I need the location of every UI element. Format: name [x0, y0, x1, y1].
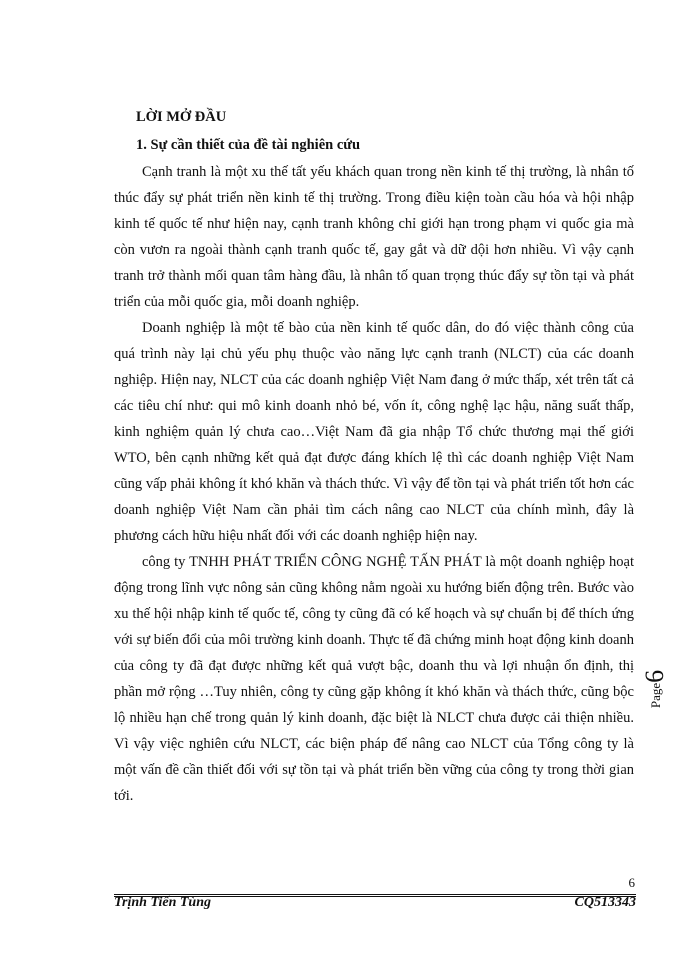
margin-page-label — [640, 660, 678, 720]
margin-page-word: Page — [648, 682, 664, 709]
footer-author: Trịnh Tiến Tùng — [114, 895, 211, 910]
footer-page-number: 6 — [628, 875, 635, 890]
paragraph: Cạnh tranh là một xu thế tất yếu khách quan trong nền kinh tế thị trường, là nhân tố thúc đẩy sự phát triển nền kinh tế thị trường. Trong điều kiện toàn cầu hóa và hội nhập kinh tế quốc tế như hiện nay, cạnh tranh không chỉ giới hạn trong phạm vi quốc gia mà còn vươn ra ngoài thành cạnh tranh quốc tế, gay gắt và dữ dội hơn nhiều. Vì vậy cạnh tranh trở thành mối quan tâm hàng đầu, là nhân tố quan trọng thúc đẩy sự tồn tại và phát triển của mỗi quốc gia, mỗi doanh nghiệp. — [114, 164, 634, 310]
footer-student-id: CQ513343 — [574, 895, 636, 910]
document-body — [114, 107, 634, 809]
document-heading: LỜI MỞ ĐẦU — [136, 109, 227, 125]
paragraph: công ty TNHH PHÁT TRIỂN CÔNG NGHỆ TẤN PHÁT là một doanh nghiệp hoạt động trong lĩnh vực nông sản cũng không nằm ngoài xu hướng biến động trên. Bước vào xu thế hội nhập kinh tế quốc tế, công ty cũng đã có kế hoạch và sự chuẩn bị để thích ứng với sự biến đổi của môi trường kinh doanh. Thực tế đã chứng minh hoạt động kinh doanh của công ty đã đạt được những kết quả vượt bậc, doanh thu và lợi nhuận ổn định, thị phần mở rộng …Tuy nhiên, công ty cũng gặp không ít khó khăn và thách thức, cũng bộc lộ nhiều hạn chế trong quản lý kinh doanh, đặc biệt là NLCT chưa được cải thiện nhiều. Vì vậy việc nghiên cứu NLCT, các biện pháp để nâng cao NLCT của Tổng công ty là một vấn đề cần thiết đối với sự tồn tại và phát triển bền vững của công ty trong thời gian tới. — [114, 554, 634, 804]
margin-page-number: 6 — [640, 669, 670, 683]
paragraph: Doanh nghiệp là một tế bào của nền kinh tế quốc dân, do đó việc thành công của quá trình này lại chủ yếu phụ thuộc vào năng lực cạnh tranh (NLCT) của các doanh nghiệp. Hiện nay, NLCT của các doanh nghiệp Việt Nam đang ở mức thấp, xét trên tất cả các tiêu chí như: qui mô kinh doanh nhỏ bé, vốn ít, công nghệ lạc hậu, năng suất thấp, kinh nghiệm quản lý chưa cao…Việt Nam đã gia nhập Tổ chức thương mại thế giới WTO, bên cạnh những kết quả đạt được đáng khích lệ thì các doanh nghiệp Việt Nam cũng vấp phải không ít khó khăn và thách thức. Vì vậy để tồn tại và phát triển tốt hơn các doanh nghiệp Việt Nam cần phải tìm cách nâng cao NLCT của chính mình, đây là phương cách hữu hiệu nhất đối với các doanh nghiệp hiện nay. — [114, 320, 634, 544]
section-title: 1. Sự cần thiết của đề tài nghiên cứu — [136, 137, 361, 153]
